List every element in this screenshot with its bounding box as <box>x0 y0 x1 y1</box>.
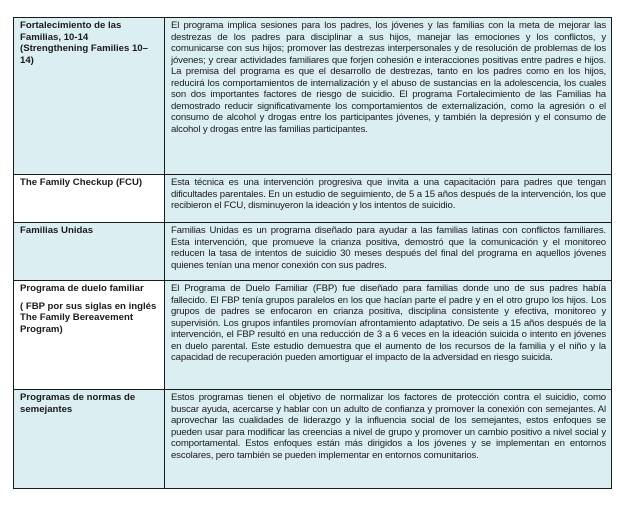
program-name-cell <box>14 175 165 223</box>
table-row <box>14 281 612 390</box>
program-name-cell <box>14 281 165 390</box>
table-row <box>14 390 612 489</box>
program-name: Familias Unidas <box>20 225 94 236</box>
program-name-cell <box>14 18 165 175</box>
table-row <box>14 223 612 281</box>
program-name-cell <box>14 223 165 281</box>
programs-table <box>13 17 612 489</box>
program-name: Fortalecimiento de las Familias, 10-14 (Strengthening Families 10–14) <box>20 20 148 66</box>
table-row <box>14 18 612 175</box>
program-description: Esta técnica es una intervención progresiva que invita a una capacitación para padres que tengan dificultades parentales. En un estudio de seguimiento, de 5 a 15 años después de la intervención, los que recibieron el FCU, disminuyeron la ideación y los intentos de suicidio. <box>165 175 612 223</box>
program-name: Programa de duelo familiar <box>20 283 144 294</box>
program-name-cell <box>14 390 165 489</box>
program-name: The Family Checkup (FCU) <box>20 177 143 188</box>
program-description: El programa implica sesiones para los padres, los jóvenes y las familias con la meta de mejorar las destrezas de los padres para disciplinar a sus hijos, manejar las emociones y los conflictos, y comunicarse con sus hijos; promover las destrezas interpersonales y de resolución de problemas de los jóvenes; y crear actividades familiares que forjen cohesión e interacciones positivas entre padres e hijos. La premisa del programa es que el desarrollo de destrezas, tanto en los padres como en los hijos, reducirá los comportamientos de internalización y el abuso de sustancias en la adolescencia, los cuales son dos importantes factores de riesgo de suicidio. El programa Fortalecimiento de las Familias ha demostrado reducir significativamente los comportamientos de externalización, como la agresión o el consumo de alcohol y drogas entre los participantes jóvenes, y también la depresión y el consumo de alcohol y drogas entre las familias participantes. <box>165 18 612 175</box>
program-description: Estos programas tienen el objetivo de normalizar los factores de protección contra el suicidio, como buscar ayuda, acercarse y hablar con un adulto de confianza y promover la conexión con semejantes. Al aprovechar las cualidades de liderazgo y la influencia social de los semejantes, estos enfoques se pueden usar para modificar las creencias a nivel de grupo y promover un cambio positivo a nivel social y comportamental. Estos enfoques están más dirigidos a los jóvenes y se implementan en entornos escolares, pero también se pueden implementar en entornos comunitarios. <box>165 390 612 489</box>
program-name-subnote: ( FBP por sus siglas en inglés The Family Bereavement Program) <box>20 300 157 335</box>
program-description: El Programa de Duelo Familiar (FBP) fue diseñado para familias donde uno de sus padres había fallecido. El FBP tenía grupos paralelos en los que hacían parte el padre y en el otro grupo los hijos. Los grupos de padres se enfocaron en crianza positiva, disciplina consistente y efectiva, monitoreo y supervisión. Los grupos infantiles promovían afrontamiento adaptativo. De seis a 15 años después de la intervención, el FBP resultó en una reducción de 3 a 6 veces en la ideación suicida o intento en jóvenes en duelo parental. Este estudio demuestra que el aumento de los recursos de la familia y el niño y la capacidad de recuperación pueden amortiguar el impacto de la adversidad en riesgo suicida. <box>165 281 612 390</box>
table-row <box>14 175 612 223</box>
program-description: Familias Unidas es un programa diseñado para ayudar a las familias latinas con conflictos familiares. Esta intervención, que promueve la crianza positiva, demostró que la comunicación y el monitoreo reducen la tasa de intentos de suicidio 30 meses después del final del programa en aquellos jóvenes quienes tenían una menor conexión con sus padres. <box>165 223 612 281</box>
program-name: Programas de normas de semejantes <box>20 392 136 415</box>
